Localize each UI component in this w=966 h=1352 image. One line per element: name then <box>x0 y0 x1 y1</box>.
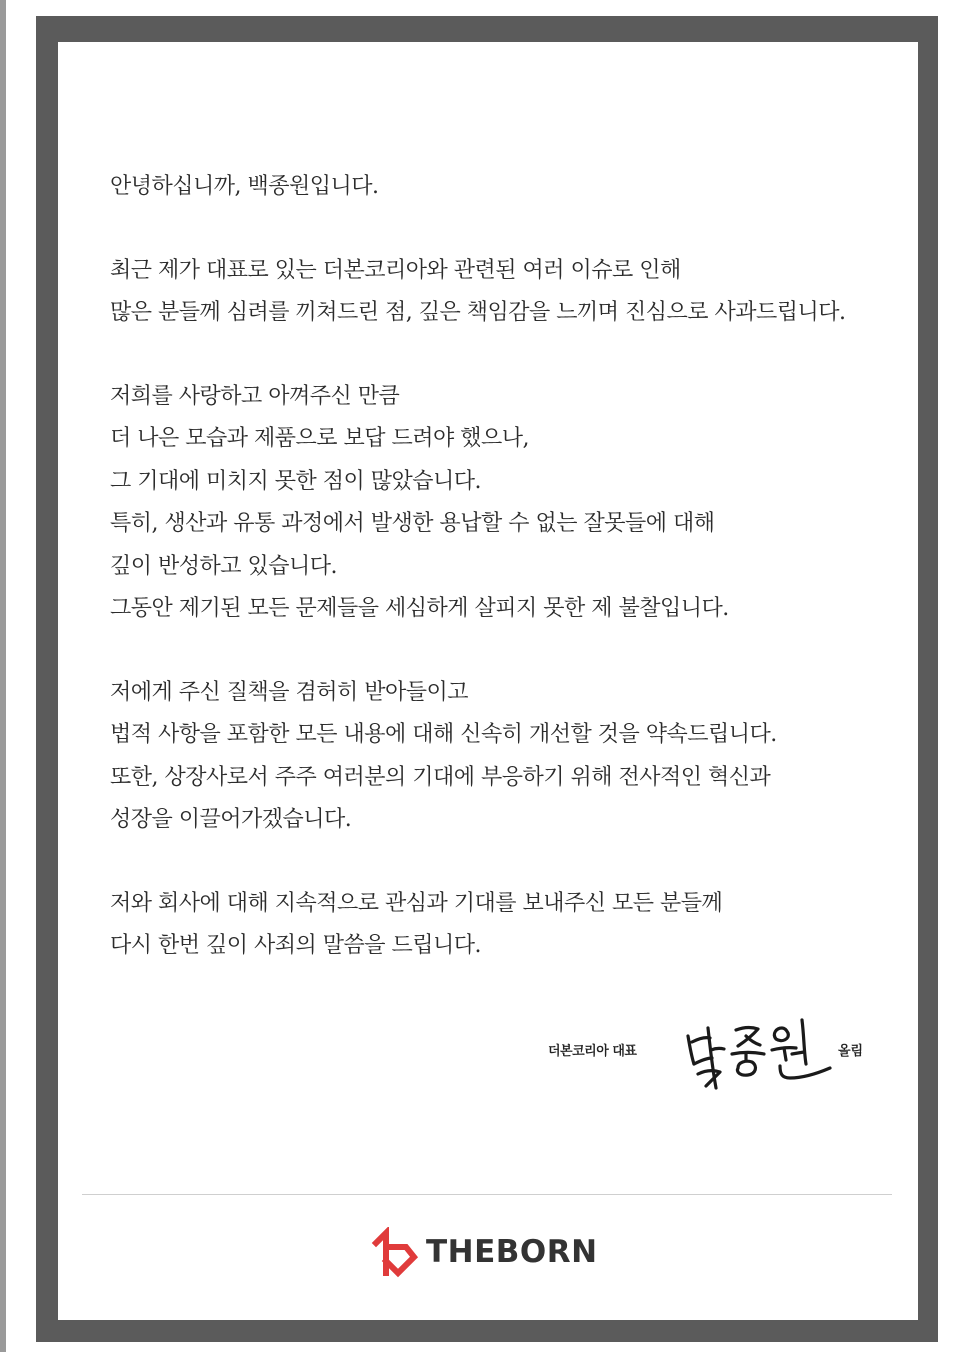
letter-line: 저에게 주신 질책을 겸허히 받아들이고 <box>110 679 469 705</box>
greeting-line: 안녕하십니까, 백종원입니다. <box>110 174 379 199</box>
reflection-paragraph <box>110 376 890 631</box>
letter-line: 더 나은 모습과 제품으로 보답 드려야 했으나, <box>110 426 529 451</box>
signature-suffix: 올림 <box>838 1044 864 1059</box>
letter-line: 저와 회사에 대해 지속적으로 관심과 기대를 보내주신 모든 분들께 <box>110 890 723 916</box>
letter-line: 깊이 반성하고 있습니다. <box>110 553 338 579</box>
edge-strip <box>0 0 6 1352</box>
letter-line: 다시 한번 깊이 사죄의 말씀을 드립니다. <box>110 933 481 958</box>
letter-paper <box>58 42 918 1320</box>
apology-paragraph <box>110 250 890 335</box>
letter-line: 저희를 사랑하고 아껴주신 만큼 <box>110 383 400 409</box>
letter-line: 최근 제가 대표로 있는 더본코리아와 관련된 여러 이슈로 인해 <box>110 257 681 283</box>
letter-line: 성장을 이끌어가겠습니다. <box>110 807 352 832</box>
letter-line: 특히, 생산과 유통 과정에서 발생한 용납할 수 없는 잘못들에 대해 <box>110 511 715 536</box>
theborn-logo-icon <box>370 1227 420 1279</box>
letter-body <box>110 166 890 1009</box>
letter-line: 그동안 제기된 모든 문제들을 세심하게 살피지 못한 제 불찰입니다. <box>110 596 729 621</box>
letter-line: 또한, 상장사로서 주주 여러분의 기대에 부응하기 위해 전사적인 혁신과 <box>110 764 771 790</box>
brand-name: THEBORN <box>426 1234 598 1270</box>
signature-block <box>548 1002 888 1102</box>
letter-line: 많은 분들께 심려를 끼쳐드린 점, 깊은 책임감을 느끼며 진심으로 사과드립니다. <box>110 300 846 325</box>
signature-company-title: 더본코리아 대표 <box>548 1044 637 1059</box>
letter-line: 그 기대에 미치지 못한 점이 많았습니다. <box>110 468 481 494</box>
handwritten-signature <box>680 1002 840 1102</box>
theborn-logo <box>370 1224 630 1284</box>
promise-paragraph <box>110 672 890 842</box>
greeting-paragraph <box>110 166 890 209</box>
letter-line: 법적 사항을 포함한 모든 내용에 대해 신속히 개선할 것을 약속드립니다. <box>110 722 777 747</box>
footer-divider <box>82 1194 892 1195</box>
closing-paragraph <box>110 883 890 968</box>
